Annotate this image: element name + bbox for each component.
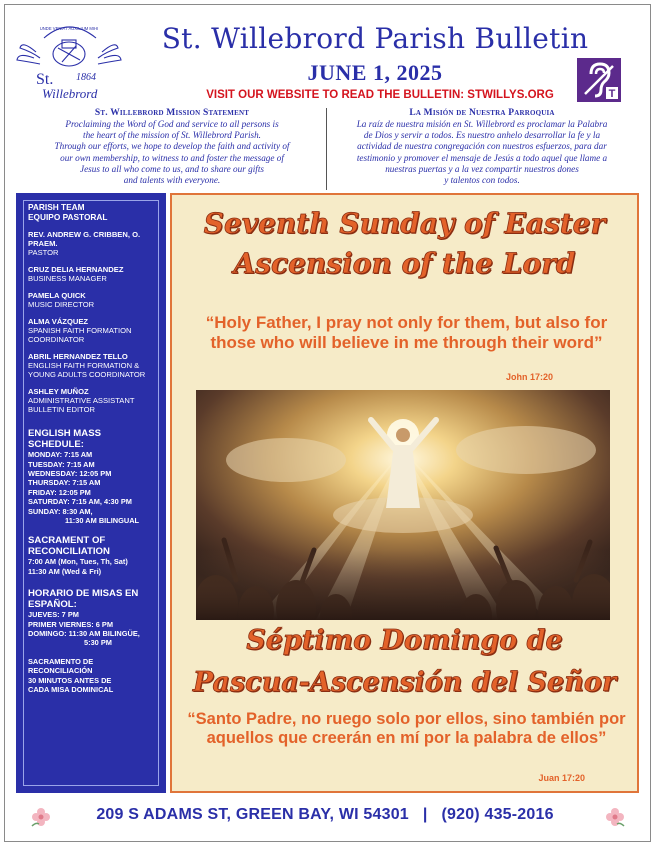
scripture-quote-es: “Santo Padre, no ruego solo por ellos, sino también por aquellos que creerán en mí por la palabra de ellos” <box>187 710 626 747</box>
svg-text:St.: St. <box>36 71 54 88</box>
staff-name: CRUZ DELIA HERNANDEZ <box>28 265 124 275</box>
ascension-painting <box>196 390 610 620</box>
headline-en-line1: Seventh Sunday of Easter <box>203 207 606 240</box>
mission-statement-en <box>22 108 322 186</box>
logo-motto: UNDE VENIAT AUXILIUM MIHI <box>39 26 99 31</box>
english-mass-heading: ENGLISH MASS SCHEDULE: <box>28 428 102 451</box>
mission-title-en: St. Willebrord Mission Statement <box>94 108 250 118</box>
schedule-line: SUNDAY: 8:30 AM, <box>28 506 93 516</box>
staff-role: BUSINESS MANAGER <box>28 274 107 284</box>
staff-item <box>28 265 154 283</box>
schedule-line: FRIDAY: 12:05 PM <box>28 487 91 497</box>
staff-name: ALMA VÁZQUEZ <box>28 317 89 327</box>
mission-title-es: La Misión de Nuestra Parroquia <box>409 108 555 118</box>
mission-statement-es <box>332 108 632 186</box>
staff-item <box>28 352 154 379</box>
schedule-line: 7:00 AM (Mon, Tues, Th, Sat) <box>28 557 128 567</box>
hearing-assistance-icon <box>577 58 621 102</box>
mission-divider <box>326 108 327 190</box>
schedule-line: 11:30 AM BILINGUAL <box>65 516 140 526</box>
staff-name: ASHLEY MUÑOZ <box>28 387 89 397</box>
sacramento-info: SACRAMENTO DE RECONCILIACIÓN 30 MINUTOS ANTES DE CADA MISA DOMINICAL <box>28 656 114 695</box>
staff-role: ADMINISTRATIVE ASSISTANT BULLETIN EDITOR <box>28 396 135 415</box>
schedule-line: 5:30 PM <box>84 638 112 648</box>
staff-name: ABRIL HERNANDEZ TELLO <box>28 352 128 362</box>
staff-role: PASTOR <box>28 248 59 258</box>
spanish-mass-schedule <box>28 588 154 648</box>
staff-name: PAMELA QUICK <box>28 291 86 301</box>
mission-line: La raíz de nuestra misión en St. Willebrord es proclamar la Palabra <box>356 119 608 129</box>
mission-line: nuestras puertas y a la vez compartir nuestros dones <box>385 163 579 174</box>
mission-line: Proclaiming the Word of God and service to all persons is <box>65 119 279 129</box>
headline-en-line2: Ascension of the Lord <box>233 247 576 280</box>
mission-line: testimonio y promover el mensaje de Jesús a todo aquel que llame a <box>356 152 608 163</box>
schedule-line: WEDNESDAY: 12:05 PM <box>28 469 112 478</box>
footer-address: 209 S ADAMS ST, GREEN BAY, WI 54301 <box>96 806 409 823</box>
mission-line: Through our efforts, we hope to develop the faith and activity of <box>54 141 290 152</box>
schedule-line: TUESDAY: 7:15 AM <box>28 459 95 469</box>
staff-name: REV. ANDREW G. CRIBBEN, O. PRAEM. <box>28 230 141 249</box>
spanish-mass-heading: HORARIO DE MISAS EN ESPAÑOL: <box>28 588 139 611</box>
schedule-line: DOMINGO: 11:30 AM BILINGÜE, <box>28 629 140 639</box>
schedule-line: SATURDAY: 7:15 AM, 4:30 PM <box>28 497 132 507</box>
mission-line: and talents with everyone. <box>123 175 221 186</box>
footer-separator: | <box>422 806 428 823</box>
schedule-line: PRIMER VIERNES: 6 PM <box>28 619 114 629</box>
footer-phone[interactable]: (920) 435-2016 <box>441 806 554 823</box>
parish-team-heading: PARISH TEAM EQUIPO PASTORAL <box>28 202 108 222</box>
staff-item <box>28 317 154 344</box>
mission-line: de Dios y servir a todos. Es nuestro anhelo desarrollar la fe y la <box>363 130 601 141</box>
logo-year: 1864 <box>76 72 96 83</box>
schedule-line: 11:30 AM (Wed & Fri) <box>28 566 102 576</box>
staff-item <box>28 291 154 309</box>
staff-item <box>28 387 154 414</box>
scripture-ref-en: John 17:20 <box>505 372 553 382</box>
svg-text:Willebrord: Willebrord <box>42 86 98 101</box>
bulletin-date: JUNE 1, 2025 <box>307 60 443 85</box>
sidebar-content <box>23 200 159 786</box>
main-panel <box>170 193 639 793</box>
hearing-icon-letter: T <box>608 88 616 100</box>
schedule-line: MONDAY: 7:15 AM <box>28 450 93 460</box>
scripture-quote-en: “Holy Father, I pray not only for them, but also for those who will believe in me through their word” <box>205 313 608 352</box>
mission-line: y talentos con todos. <box>444 175 520 186</box>
staff-item <box>28 230 154 257</box>
parish-logo <box>14 18 124 102</box>
sidebar <box>16 193 166 793</box>
schedule-line: THURSDAY: 7:15 AM <box>28 478 101 488</box>
staff-role: ENGLISH FAITH FORMATION & YOUNG ADULTS COORDINATOR <box>28 361 146 380</box>
website-link[interactable]: VISIT OUR WEBSITE TO READ THE BULLETIN: STWILLYS.ORG <box>206 89 554 101</box>
mission-line: the heart of the mission of St. Willebrord Parish. <box>83 130 261 141</box>
reconciliation-heading: SACRAMENT OF RECONCILIATION <box>28 535 110 558</box>
flower-icon <box>30 806 52 828</box>
schedule-line: JUEVES: 7 PM <box>28 610 79 620</box>
mission-line: actividad de nuestra congregación con nuestros esfuerzos, para dar <box>357 141 607 152</box>
staff-role: MUSIC DIRECTOR <box>28 300 95 310</box>
mission-line: Jesus to all who come to us, and to share our gifts <box>80 163 264 174</box>
headline-es-line1: Séptimo Domingo de <box>246 625 563 656</box>
scripture-ref-es: Juan 17:20 <box>538 773 585 783</box>
mission-line: our own membership, to witness to and foster the message of <box>60 152 284 163</box>
bulletin-title: St. Willebrord Parish Bulletin <box>161 22 589 55</box>
reconciliation-schedule <box>28 535 154 576</box>
footer-contact <box>60 806 590 824</box>
flower-icon <box>604 806 626 828</box>
staff-role: SPANISH FAITH FORMATION COORDINATOR <box>28 326 132 345</box>
english-mass-schedule <box>28 428 154 525</box>
headline-es-line2: Pascua-Ascensión del Señor <box>192 667 617 698</box>
